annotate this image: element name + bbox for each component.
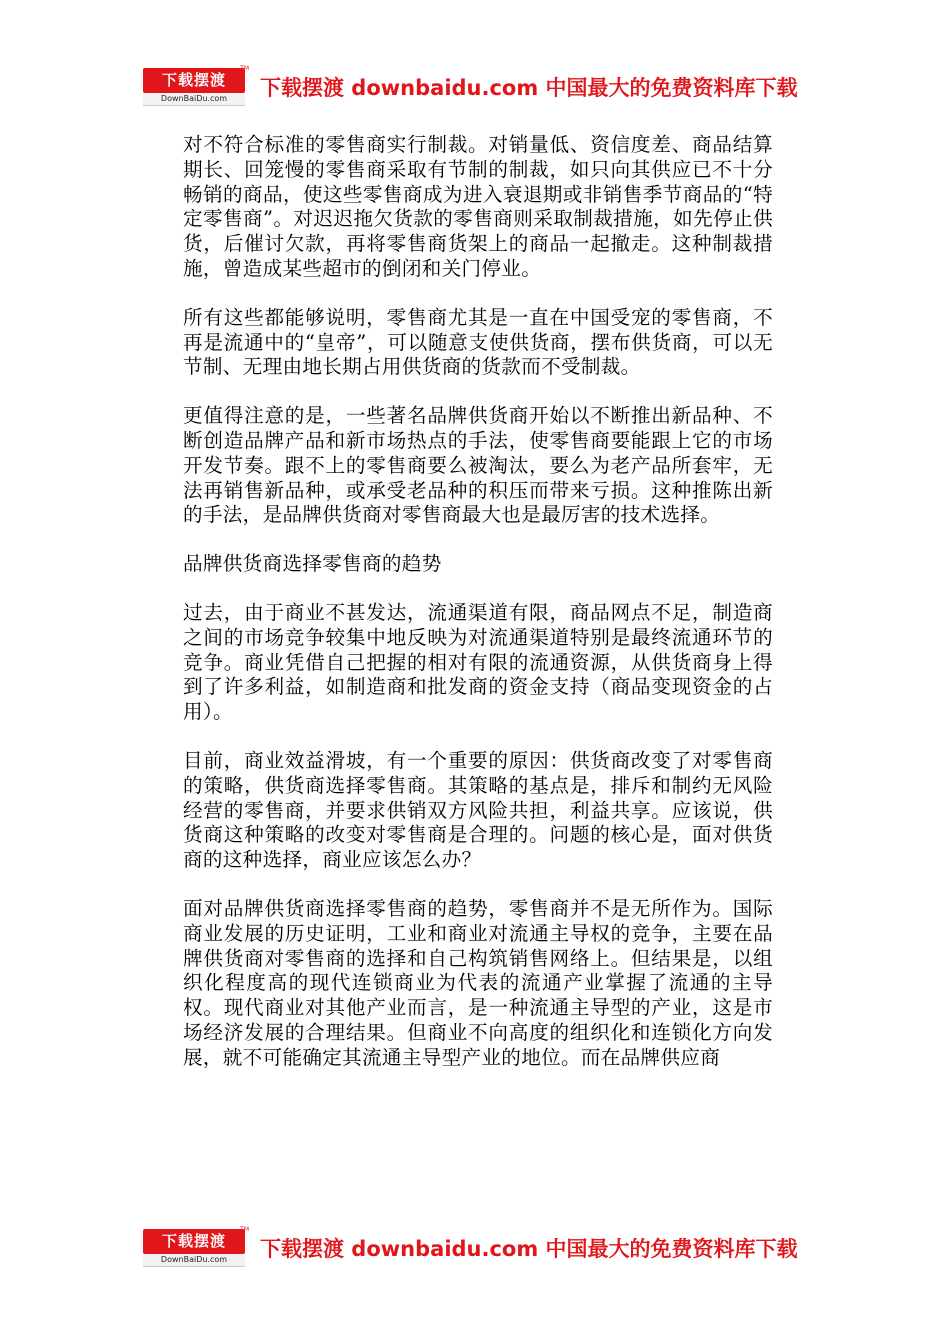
logo-trademark: TM [240,65,249,72]
paragraph: 目前，商业效益滑坡，有一个重要的原因：供货商改变了对零售商的策略，供货商选择零售商。其策略的基点是，排斥和制约无风险经营的零售商，并要求供销双方风险共担，利益共享。应该说，供货商这种策略的改变对零售商是合理的。问题的核心是，面对供货商的这种选择，商业应该怎么办？ [183,748,773,872]
paragraph: 所有这些都能够说明，零售商尤其是一直在中国受宠的零售商，不再是流通中的“皇帝”，可以随意支使供货商，摆布供货商，可以无节制、无理由地长期占用供货商的货款而不受制裁。 [183,305,773,379]
document-body [183,133,773,1095]
section-heading: 品牌供货商选择零售商的趋势 [183,552,442,576]
paragraph: 对不符合标准的零售商实行制裁。对销量低、资信度差、商品结算期长、回笼慢的零售商采取有节制的制裁，如只向其供应已不十分畅销的商品，使这些零售商成为进入衰退期或非销售季节商品的“特定零售商”。对迟迟拖欠货款的零售商则采取制裁措施，如先停止供货，后催讨欠款，再将零售商货架上的商品一起撤走。这种制裁措施，曾造成某些超市的倒闭和关门停业。 [183,133,773,280]
paragraph: 更值得注意的是，一些著名品牌供货商开始以不断推出新品种、不断创造品牌产品和新市场热点的手法，使零售商要能跟上它的市场开发节奏。跟不上的零售商要么被淘汰，要么为老产品所套牢，无法再销售新品种，或承受老品种的积压而带来亏损。这种推陈出新的手法，是品牌供货商对零售商最大也是最厉害的技术选择。 [183,404,773,527]
logo-text: 下载摆渡 [143,68,245,93]
logo-trademark: TM [240,1226,249,1233]
header-banner [143,67,803,107]
footer-banner-text[interactable]: 下载摆渡 downbaidu.com 中国最大的免费资料库下载 [260,1237,798,1261]
footer-banner [143,1228,803,1268]
paragraph: 过去，由于商业不甚发达，流通渠道有限，商品网点不足，制造商之间的市场竞争较集中地反映为对流通渠道特别是最终流通环节的竞争。商业凭借自己把握的相对有限的流通资源，从供货商身上得到了许多利益，如制造商和批发商的资金支持（商品变现资金的占用）。 [183,600,773,724]
site-logo[interactable] [143,65,249,106]
logo-domain: DownBaiDu.com [143,1254,245,1267]
header-banner-text[interactable]: 下载摆渡 downbaidu.com 中国最大的免费资料库下载 [260,76,798,100]
logo-text: 下载摆渡 [143,1229,245,1254]
site-logo[interactable] [143,1226,249,1267]
logo-domain: DownBaiDu.com [143,93,245,106]
paragraph: 面对品牌供货商选择零售商的趋势，零售商并不是无所作为。国际商业发展的历史证明，工业和商业对流通主导权的竞争，主要在品牌供货商对零售商的选择和自己构筑销售网络上。但结果是，以组织化程度高的现代连锁商业为代表的流通产业掌握了流通的主导权。现代商业对其他产业而言，是一种流通主导型的产业，这是市场经济发展的合理结果。但商业不向高度的组织化和连锁化方向发展，就不可能确定其流通主导型产业的地位。而在品牌供应商 [183,896,773,1069]
